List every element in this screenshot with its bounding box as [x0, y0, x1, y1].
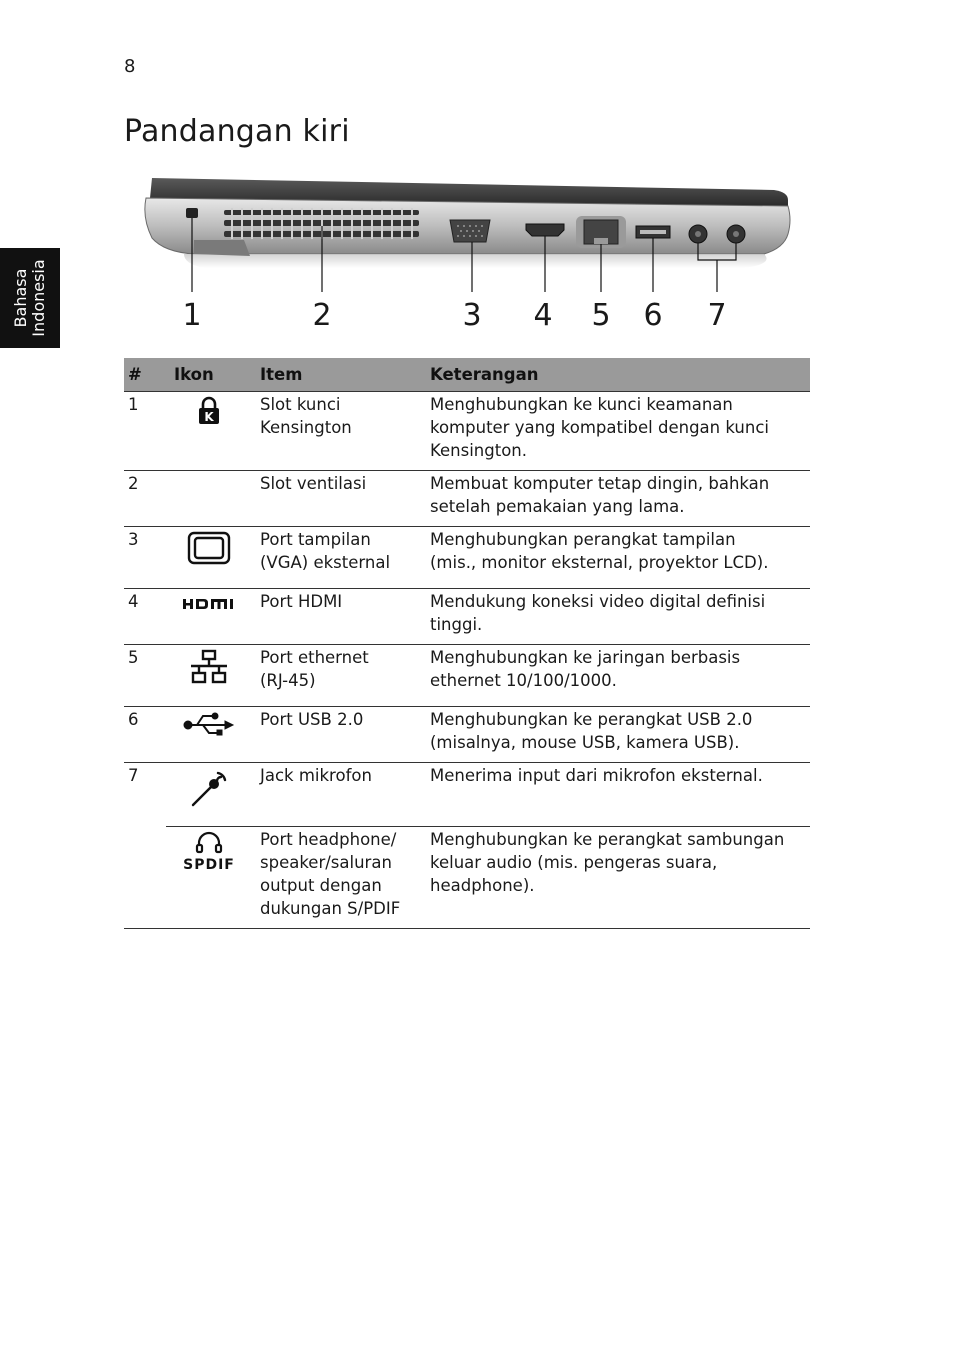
headphone-spdif-icon — [181, 831, 237, 873]
callout-4: 4 — [533, 298, 553, 333]
row-description: (mis., monitor eksternal, proyektor LCD). — [430, 553, 769, 572]
row-description: headphone). — [430, 876, 535, 895]
display-port-icon — [187, 531, 231, 565]
row-item: Slot ventilasi — [260, 474, 367, 493]
row-item: Port tampilan — [260, 530, 371, 549]
callout-2: 2 — [312, 298, 332, 333]
row-number: 2 — [124, 471, 166, 527]
hdmi-port — [526, 224, 564, 236]
header-number: # — [124, 358, 166, 392]
table-row — [124, 827, 810, 929]
row-description: Menghubungkan ke kunci keamanan — [430, 395, 733, 414]
callout-5: 5 — [591, 298, 611, 333]
table-row — [124, 763, 810, 827]
row-number: 7 — [128, 766, 139, 785]
row-item: (RJ-45) — [260, 671, 316, 690]
svg-text:K: K — [204, 410, 214, 424]
row-description: Menghubungkan ke perangkat sambungan — [430, 830, 785, 849]
row-item: dukungan S/PDIF — [260, 899, 401, 918]
header-item: Item — [252, 358, 422, 392]
row-number: 5 — [124, 645, 166, 707]
kensington-slot — [186, 208, 198, 218]
page-number: 8 — [124, 56, 136, 77]
row-number: 4 — [124, 589, 166, 645]
row-description: komputer yang kompatibel dengan kunci — [430, 418, 769, 437]
row-item: Port USB 2.0 — [260, 710, 364, 729]
row-item: Port HDMI — [260, 592, 343, 611]
language-side-tab — [0, 248, 60, 348]
callout-6: 6 — [643, 298, 663, 333]
spdif-icon-label: SPDIF — [183, 857, 235, 873]
callout-1: 1 — [182, 298, 202, 333]
side-tab-label: Bahasa Indonesia — [11, 259, 48, 337]
callout-3: 3 — [462, 298, 482, 333]
row-item: Kensington — [260, 418, 352, 437]
row-description: Membuat komputer tetap dingin, bahkan — [430, 474, 770, 493]
table-row — [124, 471, 810, 527]
row-item: Port headphone/ — [260, 830, 397, 849]
page-title: Pandangan kiri — [124, 114, 350, 149]
row-number: 3 — [124, 527, 166, 589]
laptop-left-side-diagram — [124, 168, 810, 338]
row-description: ethernet 10/100/1000. — [430, 671, 617, 690]
microphone-icon — [187, 767, 231, 811]
row-item: speaker/saluran — [260, 853, 392, 872]
row-item: Jack mikrofon — [260, 766, 372, 785]
row-description: Mendukung koneksi video digital definisi — [430, 592, 766, 611]
row-item: output dengan — [260, 876, 382, 895]
table-row — [124, 392, 810, 471]
row-item: (VGA) eksternal — [260, 553, 391, 572]
table-header-row — [124, 358, 810, 392]
row-item: Port ethernet — [260, 648, 369, 667]
row-number — [124, 827, 166, 929]
row-description: Menghubungkan perangkat tampilan — [430, 530, 736, 549]
hdmi-icon — [181, 593, 237, 615]
ethernet-icon — [188, 649, 230, 685]
kensington-lock-icon — [197, 396, 221, 426]
row-description: Menghubungkan ke jaringan berbasis — [430, 648, 741, 667]
callout-7: 7 — [707, 298, 727, 333]
row-item: Slot kunci — [260, 395, 341, 414]
row-description: Kensington. — [430, 441, 527, 460]
row-description: keluar audio (mis. pengeras suara, — [430, 853, 718, 872]
table-row — [124, 527, 810, 589]
port-spec-table — [124, 358, 810, 929]
row-description: Menghubungkan ke perangkat USB 2.0 — [430, 710, 753, 729]
row-description: tinggi. — [430, 615, 483, 634]
usb-icon — [183, 711, 235, 737]
header-description: Keterangan — [422, 358, 810, 392]
header-icon: Ikon — [166, 358, 252, 392]
row-number: 6 — [124, 707, 166, 763]
table-row — [124, 707, 810, 763]
row-description: setelah pemakaian yang lama. — [430, 497, 685, 516]
vga-port — [450, 220, 490, 242]
table-row — [124, 645, 810, 707]
row-description: Menerima input dari mikrofon eksternal. — [430, 766, 763, 785]
table-row — [124, 589, 810, 645]
row-number: 1 — [124, 392, 166, 471]
row-description: (misalnya, mouse USB, kamera USB). — [430, 733, 740, 752]
